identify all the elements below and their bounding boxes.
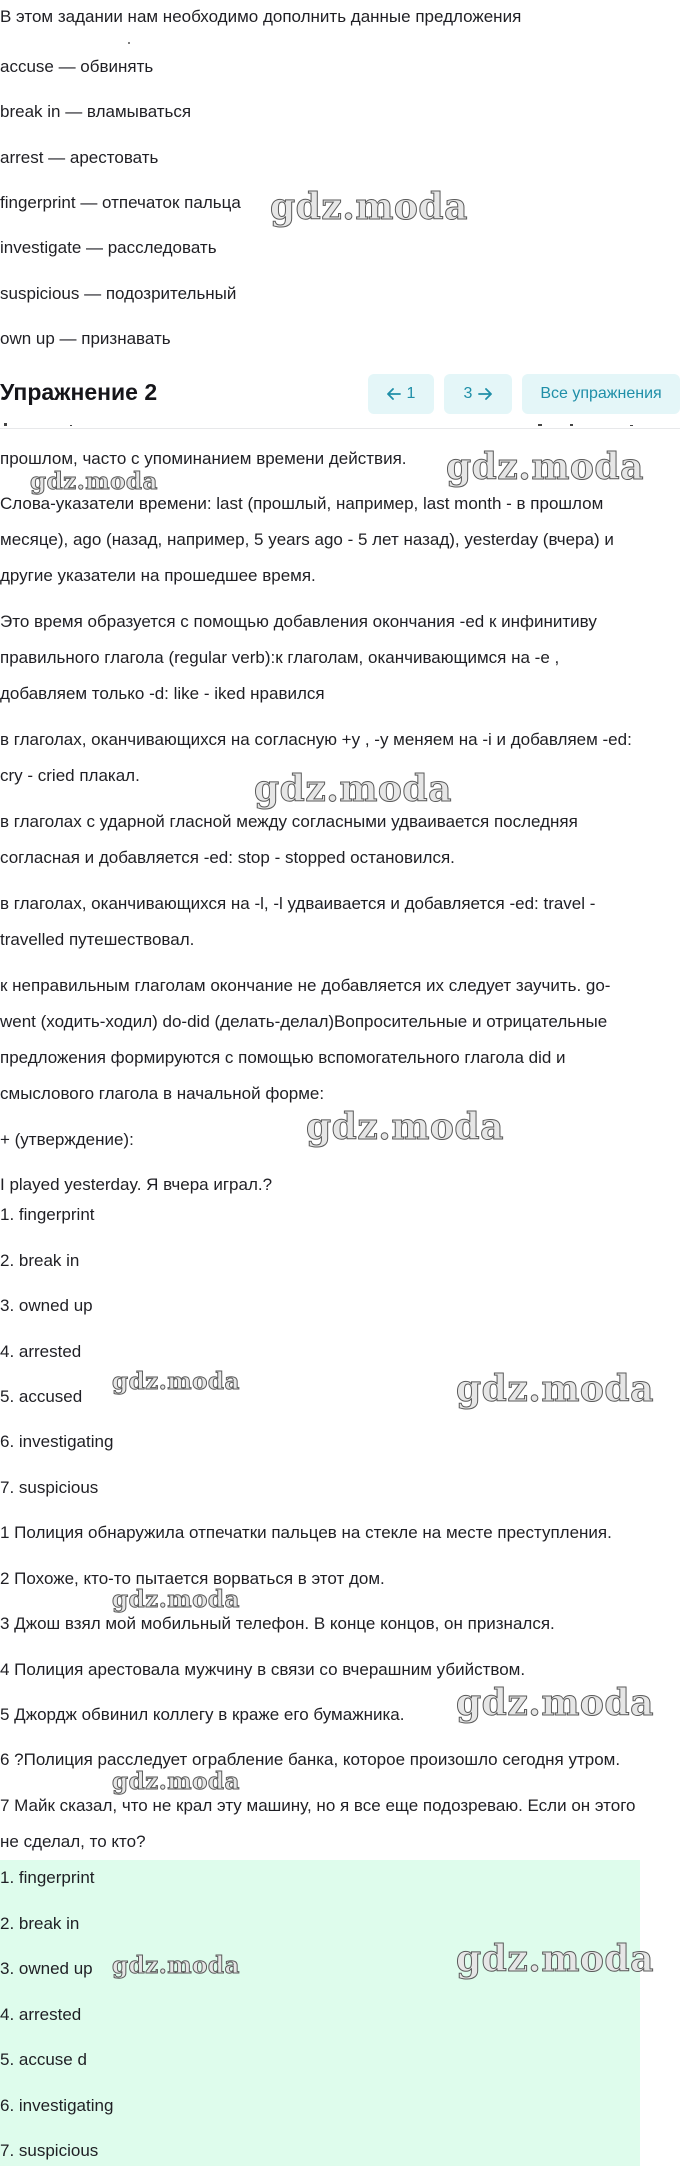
all-exercises-button[interactable] bbox=[522, 374, 680, 414]
watermark-logo: gdz.moda bbox=[446, 446, 644, 488]
answer-item: 4. arrested bbox=[0, 1342, 82, 1361]
next-exercise-label: 3 bbox=[463, 385, 473, 402]
final-answer-item: 3. owned up bbox=[0, 1959, 93, 1978]
vocab-item: fingerprint — отпечаток пальца bbox=[0, 193, 241, 212]
theory-line: к неправильным глаголам окончание не добавляется их следует заучить. go- bbox=[0, 976, 611, 995]
vocab-item: own up — признавать bbox=[0, 329, 171, 348]
theory-line: в глаголах, оканчивающихся на -l, -l удваивается и добавляется -ed: travel - bbox=[0, 894, 596, 913]
clipped-text-line bbox=[0, 414, 680, 426]
answer-item: 1. fingerprint bbox=[0, 1205, 95, 1224]
theory-line: + (утверждение): bbox=[0, 1130, 134, 1149]
answer-box bbox=[0, 1860, 640, 2166]
final-answer-item: 6. investigating bbox=[0, 2096, 114, 2115]
theory-line: добавляем только -d: like - iked нравился bbox=[0, 684, 325, 703]
answer-item: 3. owned up bbox=[0, 1296, 93, 1315]
final-answer-item: 2. break in bbox=[0, 1914, 80, 1933]
theory-line: cry - cried плакал. bbox=[0, 766, 140, 785]
theory-line: в глаголах с ударной гласной между согласными удваивается последняя bbox=[0, 812, 578, 831]
translation-item: 4 Полиция арестовала мужчину в связи со вчерашним убийством. bbox=[0, 1660, 526, 1679]
arrow-right-icon bbox=[478, 388, 492, 400]
watermark-logo: gdz.moda bbox=[254, 768, 452, 810]
arrow-left-icon bbox=[387, 388, 401, 400]
theory-line: в глаголах, оканчивающихся на согласную +y , -y меняем на -i и добавляем -ed: bbox=[0, 730, 632, 749]
watermark-logo: gdz.moda bbox=[30, 468, 158, 495]
prev-exercise-button[interactable] bbox=[368, 374, 434, 414]
theory-line: месяце), ago (назад, например, 5 years ago - 5 лет назад), yesterday (вчера) и bbox=[0, 530, 614, 549]
translation-item: не сделал, то кто? bbox=[0, 1832, 146, 1851]
theory-line: согласная и добавляется -ed: stop - stopped остановился. bbox=[0, 848, 455, 867]
watermark-logo: gdz.moda bbox=[112, 1368, 240, 1395]
vocab-item: break in — вламываться bbox=[0, 102, 192, 121]
translation-item: 3 Джош взял мой мобильный телефон. В конце концов, он признался. bbox=[0, 1614, 555, 1633]
theory-line: I played yesterday. Я вчера играл.? bbox=[0, 1175, 273, 1194]
vocab-item: accuse — обвинять bbox=[0, 57, 154, 76]
theory-line: travelled путешествовал. bbox=[0, 930, 195, 949]
theory-line: другие указатели на прошедшее время. bbox=[0, 566, 316, 585]
watermark-logo: gdz.moda bbox=[112, 1768, 240, 1795]
prev-exercise-label: 1 bbox=[406, 385, 416, 402]
final-answer-item: 5. accuse d bbox=[0, 2050, 87, 2069]
translation-item: 5 Джордж обвинил коллегу в краже его бумажника. bbox=[0, 1705, 405, 1724]
theory-line: прошлом, часто с упоминанием времени действия. bbox=[0, 449, 407, 468]
translation-item: 2 Похоже, кто-то пытается ворваться в этот дом. bbox=[0, 1569, 385, 1588]
translation-item: 1 Полиция обнаружила отпечатки пальцев на стекле на месте преступления. bbox=[0, 1523, 612, 1542]
theory-line: смыслового глагола в начальной форме: bbox=[0, 1084, 325, 1103]
next-exercise-button[interactable] bbox=[444, 374, 512, 414]
watermark-logo: gdz.moda bbox=[456, 1682, 654, 1724]
theory-line: went (ходить-ходил) do-did (делать-делал)Вопросительные и отрицательные bbox=[0, 1012, 608, 1031]
exercise-title: Упражнение 2 bbox=[0, 379, 158, 405]
intro-lead: В этом задании нам необходимо дополнить данные предложения bbox=[0, 7, 522, 26]
final-answer-item: 7. suspicious bbox=[0, 2141, 99, 2160]
theory-line: Слова-указатели времени: last (прошлый, например, last month - в прошлом bbox=[0, 494, 604, 513]
watermark-logo: gdz.moda bbox=[306, 1106, 504, 1148]
watermark-logo: gdz.moda bbox=[456, 1938, 654, 1980]
watermark-logo: gdz.moda bbox=[112, 1586, 240, 1613]
watermark-logo: gdz.moda bbox=[456, 1368, 654, 1410]
answer-item: 2. break in bbox=[0, 1251, 80, 1270]
header-divider bbox=[0, 428, 680, 429]
final-answer-item: 4. arrested bbox=[0, 2005, 82, 2024]
stray-dot bbox=[128, 42, 130, 44]
answer-item: 7. suspicious bbox=[0, 1478, 99, 1497]
vocab-item: investigate — расследовать bbox=[0, 238, 217, 257]
theory-line: правильного глагола (regular verb):к глаголам, оканчивающимся на -e , bbox=[0, 648, 560, 667]
vocab-item: arrest — арестовать bbox=[0, 148, 159, 167]
final-answer-item: 1. fingerprint bbox=[0, 1868, 95, 1887]
watermark-logo: gdz.moda bbox=[270, 186, 468, 228]
all-exercises-label: Все упражнения bbox=[540, 385, 662, 402]
watermark-logo: gdz.moda bbox=[112, 1952, 240, 1979]
translation-item: 7 Майк сказал, что не крал эту машину, но я все еще подозреваю. Если он этого bbox=[0, 1796, 636, 1815]
translation-item: 6 ?Полиция расследует ограбление банка, которое произошло сегодня утром. bbox=[0, 1750, 621, 1769]
answer-item: 6. investigating bbox=[0, 1432, 114, 1451]
theory-line: Это время образуется с помощью добавления окончания -ed к инфинитиву bbox=[0, 612, 597, 631]
answer-item: 5. accused bbox=[0, 1387, 83, 1406]
theory-line: предложения формируются с помощью вспомогательного глагола did и bbox=[0, 1048, 566, 1067]
vocab-item: suspicious — подозрительный bbox=[0, 284, 237, 303]
